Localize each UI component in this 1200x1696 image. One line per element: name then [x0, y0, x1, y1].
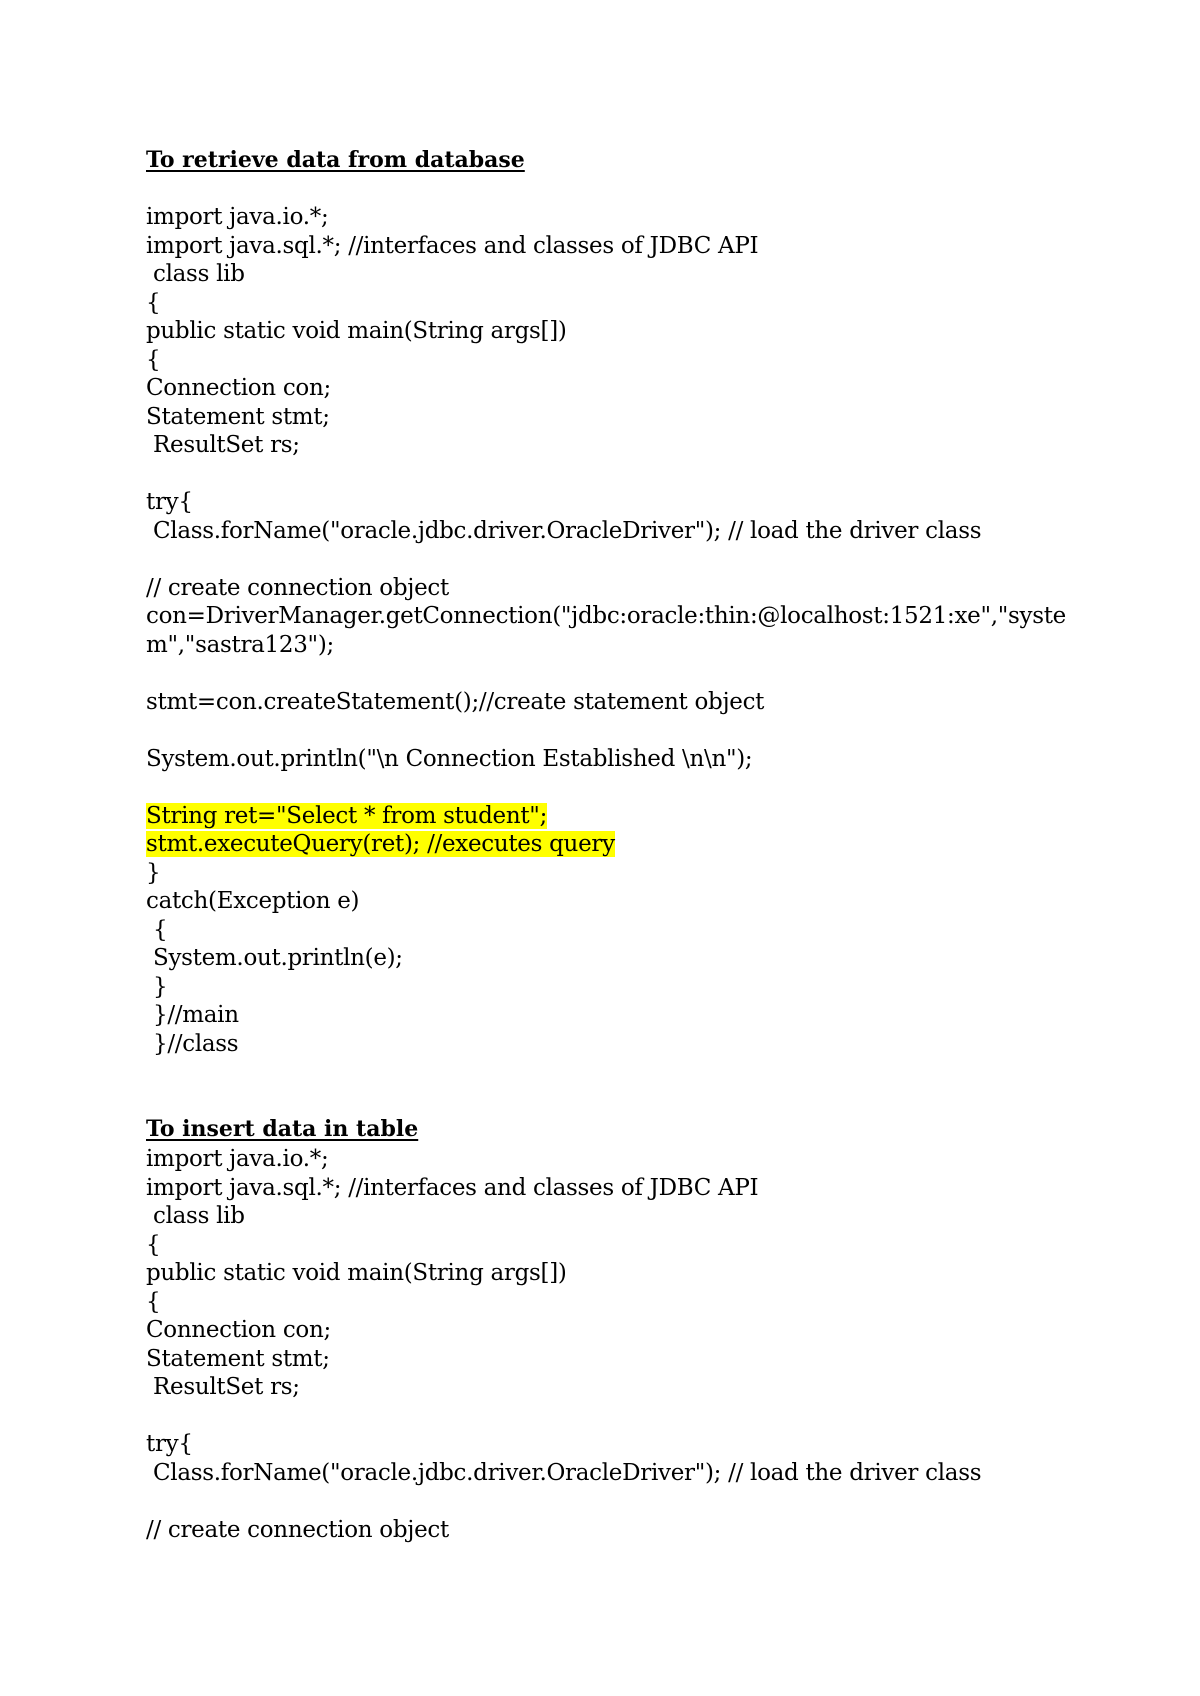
code-line: class lib	[146, 1203, 245, 1229]
code-line: Statement stmt;	[146, 1345, 330, 1372]
code-line: System.out.println(e);	[146, 945, 403, 971]
code-line: import java.io.*;	[146, 1146, 329, 1172]
code-line: stmt=con.createStatement();//create statement object	[146, 688, 765, 715]
code-block-insert	[146, 1145, 1086, 1544]
code-line: import java.sql.*; //interfaces and classes of JDBC API	[146, 1174, 759, 1201]
blank-line	[146, 1402, 1086, 1431]
blank-line	[146, 1487, 1086, 1516]
highlighted-code-line	[146, 830, 1086, 859]
blank-line	[146, 460, 1086, 489]
section-heading-retrieve: To retrieve data from database	[146, 147, 525, 173]
code-line: public static void main(String args[])	[146, 318, 567, 344]
code-line: class lib	[146, 261, 245, 287]
code-line: Connection con;	[146, 1317, 331, 1343]
code-line: ResultSet rs;	[146, 1374, 300, 1400]
code-line: catch(Exception e)	[146, 888, 360, 914]
code-line: // create connection object	[146, 1516, 449, 1543]
code-line: System.out.println("\n Connection Established \n\n");	[146, 745, 753, 772]
code-line: Class.forName("oracle.jdbc.driver.OracleDriver"); // load the driver class	[146, 517, 982, 544]
section-heading-insert: To insert data in table	[146, 1116, 419, 1142]
code-line: public static void main(String args[])	[146, 1260, 567, 1286]
code-line: }	[146, 973, 168, 1000]
code-line: }//class	[146, 1030, 239, 1057]
blank-line	[146, 773, 1086, 802]
code-line: import java.io.*;	[146, 204, 329, 230]
code-line: Class.forName("oracle.jdbc.driver.OracleDriver"); // load the driver class	[146, 1459, 982, 1486]
highlight: stmt.executeQuery(ret); //executes query	[146, 831, 615, 857]
code-line: {	[146, 1231, 161, 1258]
code-line: try{	[146, 1431, 193, 1457]
code-line: // create connection object	[146, 574, 449, 601]
code-line: }	[146, 859, 161, 886]
code-line: import java.sql.*; //interfaces and classes of JDBC API	[146, 232, 759, 259]
code-line: {	[146, 346, 161, 373]
code-line: {	[146, 1288, 161, 1315]
code-block-retrieve	[146, 203, 1086, 1058]
highlight: String ret="Select * from student";	[146, 802, 548, 829]
blank-line	[146, 659, 1086, 688]
code-line: ResultSet rs;	[146, 432, 300, 458]
blank-line	[146, 545, 1086, 574]
code-line-wrapped: con=DriverManager.getConnection("jdbc:oracle:thin:@localhost:1521:xe","system","sastra123");	[146, 603, 1066, 658]
code-line: Statement stmt;	[146, 403, 330, 430]
blank-line	[146, 716, 1086, 745]
code-line: {	[146, 916, 168, 943]
code-line: {	[146, 289, 161, 316]
highlighted-code-line	[146, 802, 1086, 831]
code-line: try{	[146, 489, 193, 515]
code-line: }//main	[146, 1002, 239, 1028]
code-line: Connection con;	[146, 375, 331, 401]
